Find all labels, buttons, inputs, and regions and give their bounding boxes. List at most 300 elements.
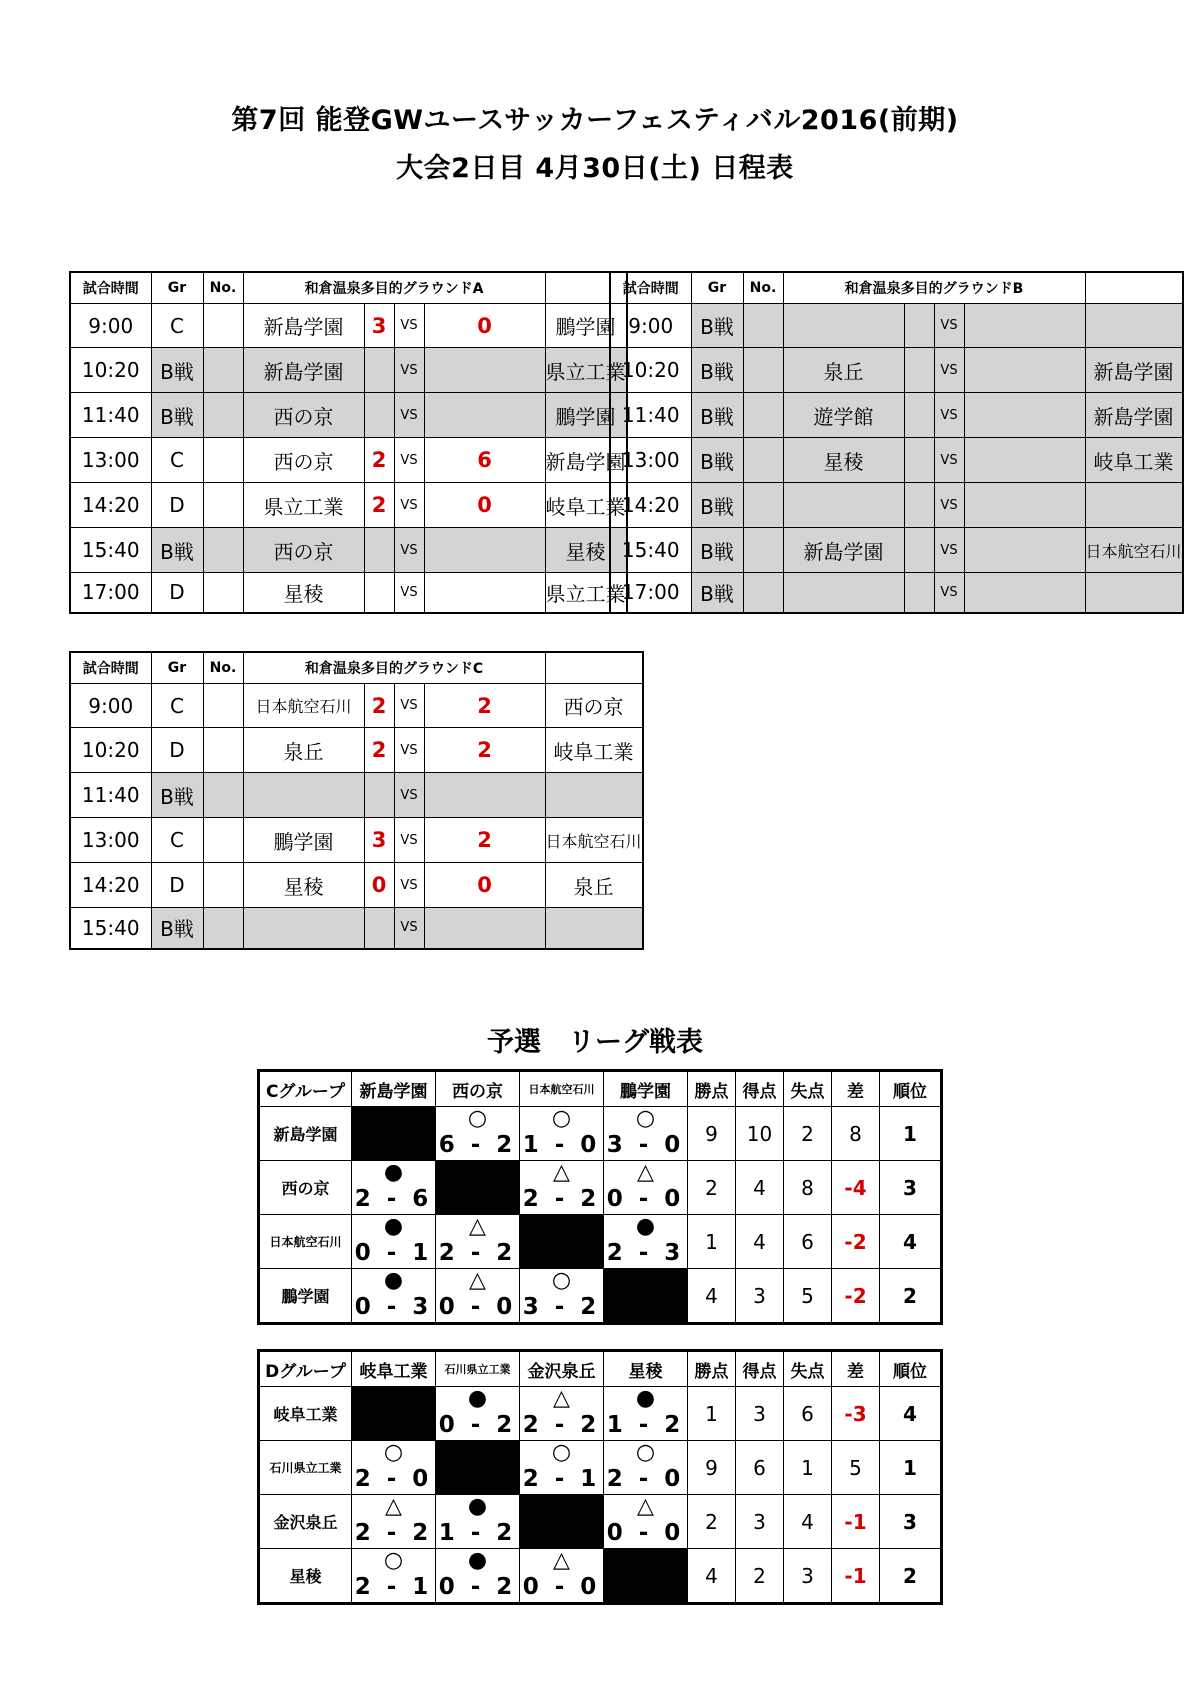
result-symbol: ● [467, 1494, 488, 1519]
home-team: 新島学園 [243, 348, 364, 393]
match-row [70, 483, 627, 528]
goals-against: 4 [784, 1495, 832, 1549]
vs-label: VS [394, 728, 424, 773]
league-row [259, 1269, 942, 1324]
match-group: B戦 [691, 528, 743, 573]
away-team: 岐阜工業 [545, 483, 627, 528]
home-score [904, 483, 934, 528]
team-row-name: 西の京 [259, 1161, 352, 1215]
match-group: B戦 [691, 483, 743, 528]
rank: 1 [880, 1441, 942, 1495]
rank: 3 [880, 1495, 942, 1549]
match-result-cell [352, 1215, 436, 1269]
match-time: 9:00 [70, 684, 151, 728]
vs-label: VS [394, 863, 424, 908]
result-score: 2 - 0 [606, 1466, 685, 1492]
stat-header: 順位 [880, 1351, 942, 1387]
match-number [203, 773, 243, 818]
result-symbol: ○ [383, 1440, 404, 1465]
league-row [259, 1107, 942, 1161]
home-team: 遊学館 [783, 393, 904, 438]
match-time: 15:40 [70, 528, 151, 573]
match-number [203, 393, 243, 438]
match-row [610, 483, 1183, 528]
home-score [364, 348, 394, 393]
goal-difference: 5 [832, 1441, 880, 1495]
match-result-cell [352, 1549, 436, 1604]
home-score: 3 [364, 818, 394, 863]
stat-header: 勝点 [688, 1351, 736, 1387]
result-symbol: ○ [383, 1548, 404, 1573]
points: 2 [688, 1161, 736, 1215]
home-team: 泉丘 [783, 348, 904, 393]
rank: 4 [880, 1215, 942, 1269]
match-result-cell [520, 1387, 604, 1441]
home-team: 星稜 [243, 573, 364, 613]
match-result-cell [604, 1215, 688, 1269]
match-result-cell [436, 1549, 520, 1604]
goals-for: 6 [736, 1441, 784, 1495]
match-number [203, 348, 243, 393]
match-result-cell [436, 1387, 520, 1441]
match-group: C [151, 818, 203, 863]
goals-for: 3 [736, 1387, 784, 1441]
match-number [203, 684, 243, 728]
result-symbol: ○ [635, 1106, 656, 1131]
match-group: D [151, 573, 203, 613]
vs-label: VS [934, 438, 964, 483]
home-team [783, 483, 904, 528]
home-team: 泉丘 [243, 728, 364, 773]
vs-label: VS [394, 438, 424, 483]
match-time: 9:00 [70, 304, 151, 348]
match-result-cell [352, 1441, 436, 1495]
result-symbol: ● [383, 1268, 404, 1293]
home-team: 星稜 [783, 438, 904, 483]
result-score: 0 - 2 [438, 1574, 517, 1600]
team-column-header: 日本航空石川 [520, 1071, 604, 1107]
goal-difference: -4 [832, 1161, 880, 1215]
match-time: 10:20 [610, 348, 691, 393]
match-row [610, 393, 1183, 438]
match-group: B戦 [151, 908, 203, 949]
away-team: 県立工業 [545, 573, 627, 613]
rank: 2 [880, 1549, 942, 1604]
away-team [545, 908, 643, 949]
result-symbol: △ [385, 1494, 402, 1519]
away-score: 0 [424, 304, 545, 348]
match-number [203, 573, 243, 613]
points: 9 [688, 1441, 736, 1495]
match-group: C [151, 684, 203, 728]
match-result-cell [604, 1441, 688, 1495]
result-score: 2 - 3 [606, 1240, 685, 1266]
away-team: 日本航空石川 [1085, 528, 1183, 573]
vs-label: VS [394, 304, 424, 348]
result-score: 0 - 0 [606, 1186, 685, 1212]
match-time: 11:40 [610, 393, 691, 438]
away-team: 岐阜工業 [1085, 438, 1183, 483]
home-team [243, 908, 364, 949]
away-team: 新島学園 [1085, 393, 1183, 438]
result-score: 1 - 2 [606, 1412, 685, 1438]
home-score: 2 [364, 483, 394, 528]
vs-label: VS [394, 818, 424, 863]
vs-label: VS [394, 483, 424, 528]
match-row [70, 348, 627, 393]
away-team: 泉丘 [545, 863, 643, 908]
result-score: 0 - 0 [522, 1574, 601, 1600]
away-score [964, 348, 1085, 393]
away-score [424, 348, 545, 393]
match-group: B戦 [691, 438, 743, 483]
vs-label: VS [394, 773, 424, 818]
header-group: Gr [151, 652, 203, 684]
match-number [203, 728, 243, 773]
result-symbol: ● [383, 1214, 404, 1239]
home-team: 西の京 [243, 438, 364, 483]
header-ground-name: 和倉温泉多目的グラウンドA [243, 272, 545, 304]
schedule-ground-b [609, 271, 1184, 614]
match-group: B戦 [691, 573, 743, 613]
result-symbol: △ [637, 1494, 654, 1519]
match-row [70, 684, 643, 728]
match-group: B戦 [151, 348, 203, 393]
home-team: 県立工業 [243, 483, 364, 528]
home-team [783, 573, 904, 613]
vs-label: VS [934, 528, 964, 573]
league-table-d [257, 1349, 943, 1605]
result-score: 2 - 1 [354, 1574, 433, 1600]
result-symbol: △ [637, 1160, 654, 1185]
vs-label: VS [394, 573, 424, 613]
match-number [743, 304, 783, 348]
home-team: 日本航空石川 [243, 684, 364, 728]
away-score [964, 483, 1085, 528]
result-symbol: ● [383, 1160, 404, 1185]
match-row [70, 528, 627, 573]
match-number [743, 573, 783, 613]
match-result-cell [520, 1269, 604, 1324]
away-team [1085, 573, 1183, 613]
home-team: 西の京 [243, 393, 364, 438]
match-row [610, 304, 1183, 348]
match-row [70, 728, 643, 773]
result-symbol: ○ [551, 1106, 572, 1131]
match-number [203, 483, 243, 528]
vs-label: VS [934, 304, 964, 348]
team-row-name: 岐阜工業 [259, 1387, 352, 1441]
result-score: 0 - 2 [438, 1412, 517, 1438]
match-group: C [151, 304, 203, 348]
self-match-cell [436, 1161, 520, 1215]
goal-difference: 8 [832, 1107, 880, 1161]
home-score [364, 773, 394, 818]
home-score: 2 [364, 728, 394, 773]
match-group: B戦 [151, 773, 203, 818]
home-team: 鵬学園 [243, 818, 364, 863]
team-row-name: 新島学園 [259, 1107, 352, 1161]
league-table-c [257, 1069, 943, 1325]
match-number [743, 348, 783, 393]
goal-difference: -1 [832, 1549, 880, 1604]
away-team: 県立工業 [545, 348, 627, 393]
match-time: 13:00 [610, 438, 691, 483]
match-row [70, 818, 643, 863]
goals-against: 5 [784, 1269, 832, 1324]
match-time: 14:20 [610, 483, 691, 528]
goals-against: 3 [784, 1549, 832, 1604]
home-team [243, 773, 364, 818]
result-symbol: ○ [467, 1106, 488, 1131]
result-score: 0 - 0 [606, 1520, 685, 1546]
team-column-header: 西の京 [436, 1071, 520, 1107]
result-symbol: △ [469, 1214, 486, 1239]
match-row [70, 393, 627, 438]
team-row-name: 鵬学園 [259, 1269, 352, 1324]
header-number: No. [203, 272, 243, 304]
match-result-cell [352, 1269, 436, 1324]
match-time: 10:20 [70, 348, 151, 393]
away-team [1085, 304, 1183, 348]
vs-label: VS [394, 684, 424, 728]
match-time: 17:00 [610, 573, 691, 613]
stat-header: 得点 [736, 1351, 784, 1387]
rank: 1 [880, 1107, 942, 1161]
stat-header: 差 [832, 1071, 880, 1107]
match-row [70, 773, 643, 818]
header-ground-name: 和倉温泉多目的グラウンドC [243, 652, 545, 684]
result-score: 0 - 3 [354, 1294, 433, 1320]
result-symbol: △ [469, 1268, 486, 1293]
match-result-cell [604, 1161, 688, 1215]
match-group: C [151, 438, 203, 483]
goals-for: 10 [736, 1107, 784, 1161]
schedule-ground-c [69, 651, 644, 950]
match-row [70, 908, 643, 949]
team-column-header: 石川県立工業 [436, 1351, 520, 1387]
goal-difference: -1 [832, 1495, 880, 1549]
away-score: 0 [424, 483, 545, 528]
stat-header: 順位 [880, 1071, 942, 1107]
match-result-cell [436, 1107, 520, 1161]
match-number [743, 393, 783, 438]
vs-label: VS [394, 908, 424, 949]
match-number [203, 818, 243, 863]
match-group: B戦 [691, 348, 743, 393]
match-time: 9:00 [610, 304, 691, 348]
result-score: 2 - 2 [354, 1520, 433, 1546]
home-score [904, 528, 934, 573]
result-score: 0 - 0 [438, 1294, 517, 1320]
goals-against: 1 [784, 1441, 832, 1495]
match-result-cell [436, 1495, 520, 1549]
goal-difference: -2 [832, 1215, 880, 1269]
away-team: 星稜 [545, 528, 627, 573]
goals-for: 2 [736, 1549, 784, 1604]
points: 4 [688, 1549, 736, 1604]
match-group: D [151, 863, 203, 908]
home-score [904, 348, 934, 393]
result-symbol: ● [467, 1548, 488, 1573]
match-row [70, 863, 643, 908]
home-score [904, 573, 934, 613]
match-group: B戦 [691, 304, 743, 348]
result-score: 0 - 1 [354, 1240, 433, 1266]
match-row [610, 348, 1183, 393]
home-score [364, 393, 394, 438]
goals-for: 4 [736, 1215, 784, 1269]
match-time: 14:20 [70, 483, 151, 528]
match-row [610, 573, 1183, 613]
away-score [964, 304, 1085, 348]
away-score [424, 573, 545, 613]
home-score [364, 573, 394, 613]
team-column-header: 金沢泉丘 [520, 1351, 604, 1387]
away-team: 岐阜工業 [545, 728, 643, 773]
vs-label: VS [934, 393, 964, 438]
match-number [203, 304, 243, 348]
result-score: 6 - 2 [438, 1132, 517, 1158]
league-row [259, 1495, 942, 1549]
goals-for: 3 [736, 1495, 784, 1549]
team-row-name: 金沢泉丘 [259, 1495, 352, 1549]
match-result-cell [520, 1549, 604, 1604]
away-team [1085, 483, 1183, 528]
goal-difference: -3 [832, 1387, 880, 1441]
stat-header: 勝点 [688, 1071, 736, 1107]
team-column-header: 星稜 [604, 1351, 688, 1387]
away-score [964, 438, 1085, 483]
away-score [964, 573, 1085, 613]
away-score [424, 773, 545, 818]
result-symbol: △ [553, 1160, 570, 1185]
points: 1 [688, 1215, 736, 1269]
vs-label: VS [934, 573, 964, 613]
header-ground-name: 和倉温泉多目的グラウンドB [783, 272, 1085, 304]
match-time: 15:40 [70, 908, 151, 949]
group-name: Dグループ [259, 1351, 352, 1387]
match-row [610, 528, 1183, 573]
match-time: 11:40 [70, 393, 151, 438]
away-score: 2 [424, 728, 545, 773]
match-row [610, 438, 1183, 483]
home-team: 新島学園 [783, 528, 904, 573]
vs-label: VS [394, 393, 424, 438]
match-time: 13:00 [70, 818, 151, 863]
result-symbol: ○ [635, 1440, 656, 1465]
match-time: 10:20 [70, 728, 151, 773]
vs-label: VS [394, 528, 424, 573]
result-score: 2 - 2 [522, 1186, 601, 1212]
header-group: Gr [151, 272, 203, 304]
away-team: 新島学園 [1085, 348, 1183, 393]
points: 1 [688, 1387, 736, 1441]
home-team: 西の京 [243, 528, 364, 573]
match-result-cell [436, 1269, 520, 1324]
away-score [424, 528, 545, 573]
league-row [259, 1215, 942, 1269]
away-score [964, 393, 1085, 438]
match-result-cell [520, 1441, 604, 1495]
result-score: 2 - 2 [522, 1412, 601, 1438]
stat-header: 失点 [784, 1351, 832, 1387]
stat-header: 差 [832, 1351, 880, 1387]
header-time: 試合時間 [610, 272, 691, 304]
home-score [904, 393, 934, 438]
result-score: 2 - 0 [354, 1466, 433, 1492]
rank: 3 [880, 1161, 942, 1215]
match-row [70, 304, 627, 348]
league-row [259, 1161, 942, 1215]
away-team [545, 773, 643, 818]
match-result-cell [520, 1107, 604, 1161]
league-row [259, 1441, 942, 1495]
league-title: 予選 リーグ戦表 [487, 1027, 703, 1058]
match-group: D [151, 728, 203, 773]
goals-against: 2 [784, 1107, 832, 1161]
schedule-ground-a [69, 271, 628, 614]
league-row [259, 1549, 942, 1604]
match-number [743, 438, 783, 483]
match-number [203, 438, 243, 483]
away-team: 鵬学園 [545, 304, 627, 348]
header-time: 試合時間 [70, 652, 151, 684]
away-score: 6 [424, 438, 545, 483]
match-time: 13:00 [70, 438, 151, 483]
rank: 2 [880, 1269, 942, 1324]
team-column-header: 岐阜工業 [352, 1351, 436, 1387]
result-score: 3 - 0 [606, 1132, 685, 1158]
header-time: 試合時間 [70, 272, 151, 304]
stat-header: 失点 [784, 1071, 832, 1107]
result-symbol: ● [635, 1386, 656, 1411]
goals-against: 8 [784, 1161, 832, 1215]
self-match-cell [604, 1549, 688, 1604]
team-row-name: 日本航空石川 [259, 1215, 352, 1269]
result-score: 1 - 2 [438, 1520, 517, 1546]
away-score: 0 [424, 863, 545, 908]
match-result-cell [604, 1387, 688, 1441]
match-number [203, 863, 243, 908]
header-number: No. [743, 272, 783, 304]
match-time: 11:40 [70, 773, 151, 818]
match-group: B戦 [151, 393, 203, 438]
page-subtitle: 大会2日目 4月30日(土) 日程表 [396, 153, 794, 184]
points: 2 [688, 1495, 736, 1549]
match-time: 15:40 [610, 528, 691, 573]
self-match-cell [604, 1269, 688, 1324]
match-row [70, 573, 627, 613]
match-number [743, 483, 783, 528]
away-score [424, 393, 545, 438]
match-number [743, 528, 783, 573]
self-match-cell [352, 1387, 436, 1441]
team-row-name: 石川県立工業 [259, 1441, 352, 1495]
match-group: B戦 [151, 528, 203, 573]
home-score [364, 528, 394, 573]
home-score: 0 [364, 863, 394, 908]
away-team: 新島学園 [545, 438, 627, 483]
away-score: 2 [424, 818, 545, 863]
result-score: 2 - 1 [522, 1466, 601, 1492]
result-symbol: ● [635, 1214, 656, 1239]
team-column-header: 新島学園 [352, 1071, 436, 1107]
self-match-cell [352, 1107, 436, 1161]
match-result-cell [520, 1161, 604, 1215]
home-score: 3 [364, 304, 394, 348]
home-score: 2 [364, 438, 394, 483]
